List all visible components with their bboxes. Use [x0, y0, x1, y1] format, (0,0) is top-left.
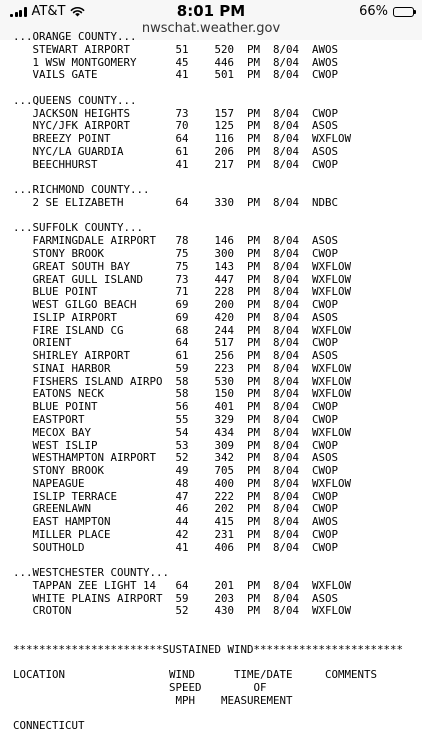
- report-line: STONY BROOK 75 300 PM 8/04 CWOP: [13, 247, 339, 261]
- report-line: ISLIP AIRPORT 69 420 PM 8/04 ASOS: [13, 310, 339, 324]
- report-line: CROTON 52 430 PM 8/04 WXFLOW: [13, 604, 352, 618]
- report-line: WEST ISLIP 53 309 PM 8/04 CWOP: [13, 438, 339, 452]
- report-line: FISHERS ISLAND AIRPO 58 530 PM 8/04 WXFLOW: [13, 374, 352, 388]
- battery-percent: 66%: [359, 4, 388, 19]
- report-line: SOUTHOLD 41 406 PM 8/04 CWOP: [13, 540, 339, 554]
- report-line: ...QUEENS COUNTY...: [13, 93, 137, 107]
- report-line: 1 WSW MONTGOMERY 45 446 PM 8/04 AWOS: [13, 55, 339, 69]
- report-line: MECOX BAY 54 434 PM 8/04 WXFLOW: [13, 425, 352, 439]
- report-line: GREAT GULL ISLAND 73 447 PM 8/04 WXFLOW: [13, 272, 352, 286]
- report-line: EATONS NECK 58 150 PM 8/04 WXFLOW: [13, 387, 352, 401]
- address-bar[interactable]: nwschat.weather.gov: [141, 21, 281, 36]
- report-line: BLUE POINT 71 228 PM 8/04 WXFLOW: [13, 285, 352, 299]
- wind-report-text: [13, 31, 403, 733]
- battery-icon: [393, 7, 414, 17]
- report-line: JACKSON HEIGHTS 73 157 PM 8/04 CWOP: [13, 106, 339, 120]
- report-line: ISLIP TERRACE 47 222 PM 8/04 CWOP: [13, 489, 339, 503]
- report-line: [13, 82, 403, 95]
- report-line: NAPEAGUE 48 400 PM 8/04 WXFLOW: [13, 476, 352, 490]
- report-line: ORIENT 64 517 PM 8/04 CWOP: [13, 336, 339, 350]
- report-line: GREAT SOUTH BAY 75 143 PM 8/04 WXFLOW: [13, 259, 352, 273]
- report-line: ...RICHMOND COUNTY...: [13, 183, 150, 197]
- report-line: CONNECTICUT: [13, 719, 85, 733]
- report-line: [13, 618, 403, 631]
- report-line: BLUE POINT 56 401 PM 8/04 CWOP: [13, 400, 339, 414]
- report-line: BEECHHURST 41 217 PM 8/04 CWOP: [13, 157, 339, 171]
- report-line: STEWART AIRPORT 51 520 PM 8/04 AWOS: [13, 42, 339, 56]
- report-line: WHITE PLAINS AIRPORT 59 203 PM 8/04 ASOS: [13, 591, 339, 605]
- report-line: SPEED OF: [13, 681, 267, 695]
- report-line: SHIRLEY AIRPORT 61 256 PM 8/04 ASOS: [13, 349, 339, 363]
- report-line: MILLER PLACE 42 231 PM 8/04 CWOP: [13, 527, 339, 541]
- report-line: SINAI HARBOR 59 223 PM 8/04 WXFLOW: [13, 361, 352, 375]
- report-line: MPH MEASUREMENT: [13, 693, 293, 707]
- report-line: ...ORANGE COUNTY...: [13, 30, 137, 43]
- report-line: ...WESTCHESTER COUNTY...: [13, 566, 170, 580]
- report-line: ...SUFFOLK COUNTY...: [13, 221, 144, 235]
- report-line: GREENLAWN 46 202 PM 8/04 CWOP: [13, 502, 339, 516]
- report-line: [13, 631, 403, 644]
- report-line: VAILS GATE 41 501 PM 8/04 CWOP: [13, 68, 339, 82]
- report-line: NYC/LA GUARDIA 61 206 PM 8/04 ASOS: [13, 144, 339, 158]
- report-line: EASTPORT 55 329 PM 8/04 CWOP: [13, 412, 339, 426]
- report-line: FARMINGDALE AIRPORT 78 146 PM 8/04 ASOS: [13, 234, 339, 248]
- carrier-name: AT&T: [31, 4, 66, 19]
- report-line: TAPPAN ZEE LIGHT 14 64 201 PM 8/04 WXFLOW: [13, 578, 352, 592]
- status-right: [359, 4, 414, 19]
- report-line: ***********************SUSTAINED WIND***********************: [13, 642, 404, 656]
- report-line: WESTHAMPTON AIRPORT 52 342 PM 8/04 ASOS: [13, 451, 339, 465]
- report-line: STONY BROOK 49 705 PM 8/04 CWOP: [13, 464, 339, 478]
- report-line: BREEZY POINT 64 116 PM 8/04 WXFLOW: [13, 132, 352, 146]
- report-line: NYC/JFK AIRPORT 70 125 PM 8/04 ASOS: [13, 119, 339, 133]
- report-line: EAST HAMPTON 44 415 PM 8/04 AWOS: [13, 515, 339, 529]
- report-line: 2 SE ELIZABETH 64 330 PM 8/04 NDBC: [13, 195, 339, 209]
- report-line: FIRE ISLAND CG 68 244 PM 8/04 WXFLOW: [13, 323, 352, 337]
- report-line: LOCATION WIND TIME/DATE COMMENTS: [13, 668, 378, 682]
- report-line: WEST GILGO BEACH 69 200 PM 8/04 CWOP: [13, 298, 339, 312]
- clock-time: 8:01 PM: [176, 2, 246, 20]
